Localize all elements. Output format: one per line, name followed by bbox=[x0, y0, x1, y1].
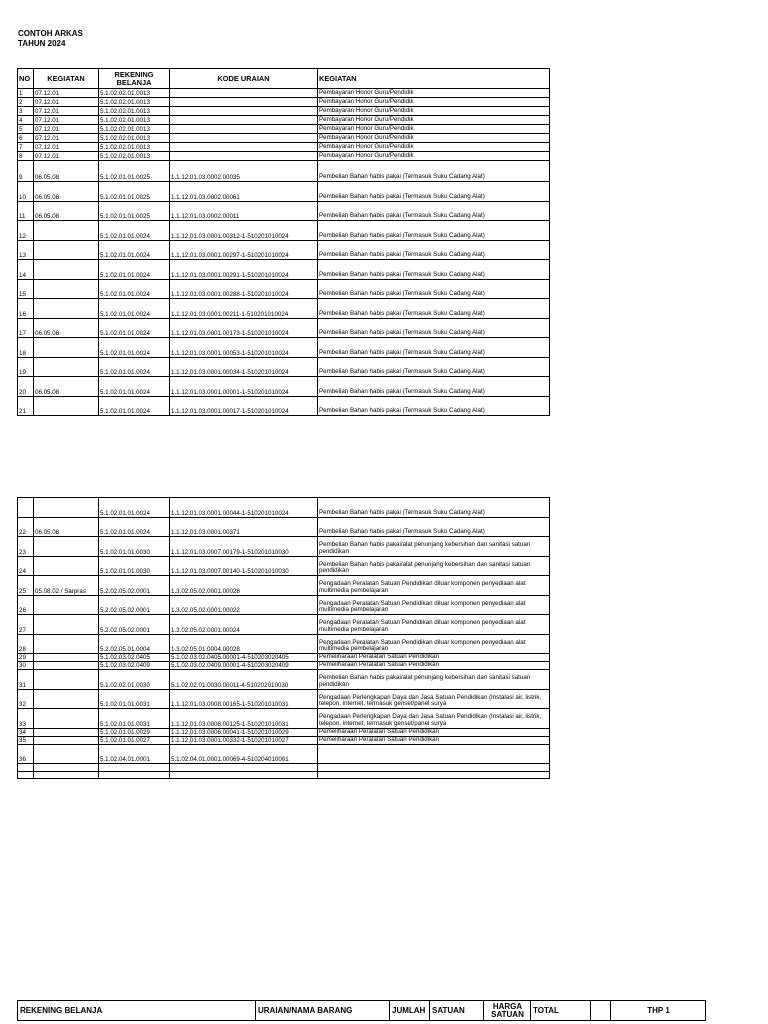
col-header-blank bbox=[591, 1001, 611, 1021]
cell-rekening: 5.1.02.02.01.0013 bbox=[99, 98, 170, 107]
cell-kode bbox=[170, 134, 318, 143]
cell-kegiatan bbox=[34, 299, 99, 319]
cell-no: 7 bbox=[18, 143, 34, 152]
cell-kegiatan bbox=[34, 357, 99, 377]
cell-kegiatan: 06.05.08 bbox=[34, 318, 99, 338]
cell-kegiatan: 05.08.02 / Sarpras bbox=[34, 576, 99, 596]
table-row bbox=[18, 89, 550, 98]
cell-kegiatan-desc: Pembelian Bahan habis pakai (Termasuk Suku Cadang Alat) bbox=[318, 357, 550, 377]
table-row bbox=[18, 744, 550, 764]
cell-kode: 1.1.12.01.03.0001.00001-1-510201010024 bbox=[170, 377, 318, 397]
cell-rekening: 5.1.02.01.01.0025 bbox=[99, 201, 170, 221]
cell-no: 2 bbox=[18, 98, 34, 107]
cell-kode: 1.1.12.01.03.0008.00165-1-510201010031 bbox=[170, 689, 318, 709]
cell-no: 8 bbox=[18, 152, 34, 161]
table-row bbox=[18, 662, 550, 670]
activity-table-2 bbox=[17, 497, 550, 779]
table-row bbox=[18, 221, 550, 241]
cell-kegiatan-desc: Pemeliharaan Peralatan Satuan Pendidikan bbox=[318, 728, 550, 736]
cell-kegiatan-desc: Pembelian Bahan habis pakai (Termasuk Suku Cadang Alat) bbox=[318, 182, 550, 202]
cell-kegiatan bbox=[34, 615, 99, 635]
col-header-rekening: REKENING BELANJA bbox=[99, 69, 170, 89]
cell-no: 36 bbox=[18, 744, 34, 764]
cell-kode: 5.1.02.02.01.0030.00011-4-510202010030 bbox=[170, 670, 318, 690]
col-header-kode: KODE URAIAN bbox=[170, 69, 318, 89]
cell-kegiatan bbox=[34, 556, 99, 576]
cell-kegiatan bbox=[34, 744, 99, 764]
cell-kode: 5.1.02.03.02.0405.00001-4-510203020405 bbox=[170, 654, 318, 662]
cell-rekening: 5.1.02.01.01.0024 bbox=[99, 318, 170, 338]
cell-kegiatan-desc: Pembayaran Honor Guru/Pendidik bbox=[318, 152, 550, 161]
table-row bbox=[18, 689, 550, 709]
cell-no bbox=[18, 764, 34, 772]
cell-kegiatan bbox=[34, 764, 99, 772]
cell-kode: 5.1.02.04.01.0001.00069-4-510204010001 bbox=[170, 744, 318, 764]
cell-kegiatan bbox=[34, 595, 99, 615]
cell-no: 18 bbox=[18, 338, 34, 358]
col-header-satuan: SATUAN bbox=[430, 1001, 484, 1021]
table-row bbox=[18, 134, 550, 143]
cell-rekening: 5.1.02.01.01.0024 bbox=[99, 279, 170, 299]
cell-rekening: 5.1.02.04.01.0001 bbox=[99, 744, 170, 764]
cell-kegiatan bbox=[34, 771, 99, 779]
cell-kegiatan bbox=[34, 537, 99, 557]
cell-kegiatan bbox=[34, 240, 99, 260]
cell-rekening: 5.1.02.02.01.0013 bbox=[99, 125, 170, 134]
cell-kegiatan bbox=[34, 396, 99, 416]
cell-no: 16 bbox=[18, 299, 34, 319]
table-row bbox=[18, 537, 550, 557]
col-header-thp1: THP 1 bbox=[611, 1001, 706, 1021]
cell-kegiatan-desc: Pembelian Bahan habis pakai (Termasuk Suku Cadang Alat) bbox=[318, 299, 550, 319]
cell-kode: 1.1.12.01.03.0007.00179-1-510201010030 bbox=[170, 537, 318, 557]
cell-rekening: 5.1.02.01.01.0030 bbox=[99, 537, 170, 557]
cell-kegiatan-desc: Pembelian Bahan habis pakai (Termasuk Suku Cadang Alat) bbox=[318, 240, 550, 260]
table-row bbox=[18, 107, 550, 116]
cell-kode bbox=[170, 98, 318, 107]
cell-kegiatan bbox=[34, 498, 99, 518]
cell-kode bbox=[170, 125, 318, 134]
cell-rekening: 5.1.02.01.01.0024 bbox=[99, 299, 170, 319]
cell-rekening: 5.1.02.02.01.0013 bbox=[99, 134, 170, 143]
table-row bbox=[18, 670, 550, 690]
cell-kode: 1.1.12.01.03.0008.00125-1-510201010031 bbox=[170, 709, 318, 729]
table-row bbox=[18, 709, 550, 729]
cell-kegiatan: 06.05.08 bbox=[34, 517, 99, 537]
cell-no: 10 bbox=[18, 182, 34, 202]
cell-kode bbox=[170, 143, 318, 152]
cell-kegiatan: 06.05.08 bbox=[34, 377, 99, 397]
table-row bbox=[18, 338, 550, 358]
cell-kegiatan-desc: Pembelian Bahan habis pakai (Termasuk Suku Cadang Alat) bbox=[318, 517, 550, 537]
cell-kegiatan-desc: Pembayaran Honor Guru/Pendidik bbox=[318, 98, 550, 107]
cell-rekening: 5.1.02.01.01.0024 bbox=[99, 357, 170, 377]
cell-no: 15 bbox=[18, 279, 34, 299]
cell-no: 33 bbox=[18, 709, 34, 729]
activity-table-1 bbox=[17, 68, 550, 416]
cell-kode bbox=[170, 152, 318, 161]
table-row bbox=[18, 279, 550, 299]
cell-rekening: 5.1.02.01.01.0024 bbox=[99, 338, 170, 358]
cell-kegiatan bbox=[34, 728, 99, 736]
title-line-2: TAHUN 2024 bbox=[18, 39, 66, 48]
cell-kode: 1.1.12.01.03.0001.00173-1-510201010024 bbox=[170, 318, 318, 338]
cell-kode: 1.1.12.01.03.0002.00061 bbox=[170, 182, 318, 202]
cell-kegiatan bbox=[34, 221, 99, 241]
cell-rekening: 5.1.02.01.01.0025 bbox=[99, 161, 170, 182]
cell-kode: 1.1.12.01.03.0001.00034-1-510201010024 bbox=[170, 357, 318, 377]
cell-kegiatan bbox=[34, 279, 99, 299]
cell-kode: 1.1.12.01.03.0006.00041-1-510201010029 bbox=[170, 728, 318, 736]
budget-detail-table bbox=[17, 1000, 706, 1021]
cell-kegiatan-desc: Pembelian Bahan habis pakai (Termasuk Suku Cadang Alat) bbox=[318, 161, 550, 182]
cell-rekening: 5.1.02.01.01.0024 bbox=[99, 377, 170, 397]
cell-rekening: 5.1.02.01.01.0030 bbox=[99, 556, 170, 576]
cell-rekening: 5.1.02.02.01.0013 bbox=[99, 116, 170, 125]
cell-kegiatan-desc: Pengadaan Peralatan Satuan Pendidikan diluar komponen penyediaan alat multimedia pembelajaran bbox=[318, 634, 550, 654]
table-row bbox=[18, 318, 550, 338]
cell-no bbox=[18, 498, 34, 518]
cell-no bbox=[18, 771, 34, 779]
cell-no: 9 bbox=[18, 161, 34, 182]
cell-kegiatan-desc: Pemeliharaan Peralatan Satuan Pendidikan bbox=[318, 654, 550, 662]
cell-no: 20 bbox=[18, 377, 34, 397]
cell-kegiatan: 07.12.01 bbox=[34, 107, 99, 116]
cell-no: 31 bbox=[18, 670, 34, 690]
cell-kegiatan: 07.12.01 bbox=[34, 89, 99, 98]
cell-kode: 1.1.12.01.03.0001.00371 bbox=[170, 517, 318, 537]
cell-kegiatan-desc: Pembelian Bahan habis pakai (Termasuk Suku Cadang Alat) bbox=[318, 279, 550, 299]
cell-kegiatan-desc bbox=[318, 764, 550, 772]
cell-kegiatan-desc: Pemeliharaan Peralatan Satuan Pendidikan bbox=[318, 662, 550, 670]
cell-kegiatan-desc: Pengadaan Peralatan Satuan Pendidikan diluar komponen penyediaan alat multimedia pembelajaran bbox=[318, 615, 550, 635]
cell-kegiatan-desc: Pembelian Bahan habis pakai (Termasuk Suku Cadang Alat) bbox=[318, 377, 550, 397]
cell-kegiatan-desc: Pengadaan Peralatan Satuan Pendidikan diluar komponen penyediaan alat multimedia pembelajaran bbox=[318, 595, 550, 615]
cell-no: 1 bbox=[18, 89, 34, 98]
table-row bbox=[18, 498, 550, 518]
col-header-uraian: URAIAN/NAMA BARANG bbox=[256, 1001, 390, 1021]
cell-rekening: 5.1.02.01.01.0024 bbox=[99, 396, 170, 416]
cell-no: 17 bbox=[18, 318, 34, 338]
cell-kode: 1.1.12.01.03.0001.00044-1-510201010024 bbox=[170, 498, 318, 518]
cell-no: 14 bbox=[18, 260, 34, 280]
table-row bbox=[18, 240, 550, 260]
col-header-rekening-belanja: REKENING BELANJA bbox=[18, 1001, 256, 1021]
cell-kode: 1.1.12.01.03.0002.00035 bbox=[170, 161, 318, 182]
cell-kegiatan bbox=[34, 338, 99, 358]
table-header-row bbox=[18, 1001, 706, 1021]
cell-rekening: 5.1.02.01.01.0024 bbox=[99, 260, 170, 280]
cell-rekening: 5.2.02.05.02.0001 bbox=[99, 576, 170, 596]
cell-no: 25 bbox=[18, 576, 34, 596]
cell-rekening: 5.1.02.01.01.0025 bbox=[99, 182, 170, 202]
cell-kegiatan-desc: Pembelian Bahan habis pakai (Termasuk Suku Cadang Alat) bbox=[318, 221, 550, 241]
cell-kode bbox=[170, 116, 318, 125]
table-row bbox=[18, 98, 550, 107]
col-header-no: NO bbox=[18, 69, 34, 89]
table-row bbox=[18, 576, 550, 596]
cell-kegiatan-desc: Pembelian Bahan habis pakai/alat penunjang kebersihan dan sanitasi satuan pendidikan bbox=[318, 556, 550, 576]
cell-kegiatan-desc bbox=[318, 744, 550, 764]
table-header-row bbox=[18, 69, 550, 89]
cell-rekening: 5.1.02.01.01.0031 bbox=[99, 709, 170, 729]
cell-kegiatan bbox=[34, 260, 99, 280]
cell-no: 13 bbox=[18, 240, 34, 260]
table-row bbox=[18, 377, 550, 397]
cell-no: 4 bbox=[18, 116, 34, 125]
cell-kegiatan bbox=[34, 670, 99, 690]
cell-no: 24 bbox=[18, 556, 34, 576]
cell-kegiatan-desc: Pembayaran Honor Guru/Pendidik bbox=[318, 134, 550, 143]
cell-no: 5 bbox=[18, 125, 34, 134]
cell-kegiatan bbox=[34, 634, 99, 654]
cell-kode: 1.1.12.01.03.0001.00297-1-510201010024 bbox=[170, 240, 318, 260]
table-row bbox=[18, 143, 550, 152]
cell-rekening: 5.1.02.01.01.0027 bbox=[99, 736, 170, 744]
cell-no: 27 bbox=[18, 615, 34, 635]
cell-kode: 1.1.12.01.03.0007.00140-1-510201010030 bbox=[170, 556, 318, 576]
cell-kegiatan-desc: Pemeliharaan Peralatan Satuan Pendidikan bbox=[318, 736, 550, 744]
cell-kegiatan-desc: Pembelian Bahan habis pakai (Termasuk Suku Cadang Alat) bbox=[318, 260, 550, 280]
cell-kegiatan: 06.05.08 bbox=[34, 201, 99, 221]
cell-rekening: 5.1.02.01.01.0031 bbox=[99, 689, 170, 709]
table-row bbox=[18, 517, 550, 537]
cell-kode: 1.3.02.05.02.0001.00028 bbox=[170, 576, 318, 596]
cell-kode: 1.1.12.01.03.0002.00011 bbox=[170, 201, 318, 221]
cell-rekening: 5.2.02.05.02.0001 bbox=[99, 595, 170, 615]
cell-rekening: 5.1.02.02.01.0013 bbox=[99, 89, 170, 98]
cell-kegiatan: 06.05.08 bbox=[34, 182, 99, 202]
cell-kode: 1.3.02.05.02.0001.00022 bbox=[170, 595, 318, 615]
cell-kegiatan-desc: Pembelian Bahan habis pakai/alat penunjang kebersihan dan sanitasi satuan pendidikan bbox=[318, 670, 550, 690]
cell-kegiatan-desc: Pembayaran Honor Guru/Pendidik bbox=[318, 107, 550, 116]
table-row bbox=[18, 396, 550, 416]
cell-kode: 1.1.12.01.03.0001.00017-1-510201010024 bbox=[170, 396, 318, 416]
cell-kegiatan: 07.12.01 bbox=[34, 152, 99, 161]
table-row bbox=[18, 357, 550, 377]
cell-kegiatan-desc: Pembayaran Honor Guru/Pendidik bbox=[318, 125, 550, 134]
cell-kegiatan-desc: Pengadaan Perlengkapan Daya dan Jasa Satuan Pendidikan (Instalasi air, listrik, telepon, internet, termasuk genset/panel surya bbox=[318, 709, 550, 729]
col-header-jumlah: JUMLAH bbox=[390, 1001, 430, 1021]
cell-kegiatan-desc: Pembayaran Honor Guru/Pendidik bbox=[318, 89, 550, 98]
table-row bbox=[18, 654, 550, 662]
cell-kegiatan-desc: Pembayaran Honor Guru/Pendidik bbox=[318, 143, 550, 152]
cell-no: 3 bbox=[18, 107, 34, 116]
cell-rekening: 5.1.02.01.01.0024 bbox=[99, 517, 170, 537]
table-row bbox=[18, 299, 550, 319]
cell-rekening bbox=[99, 764, 170, 772]
cell-rekening: 5.1.02.01.01.0029 bbox=[99, 728, 170, 736]
cell-kegiatan-desc: Pembelian Bahan habis pakai (Termasuk Suku Cadang Alat) bbox=[318, 318, 550, 338]
cell-kode: 1.3.02.05.02.0001.00024 bbox=[170, 615, 318, 635]
cell-kegiatan: 07.12.01 bbox=[34, 143, 99, 152]
cell-no: 34 bbox=[18, 728, 34, 736]
col-header-total: TOTAL bbox=[531, 1001, 591, 1021]
col-header-kegiatan-desc: KEGIATAN bbox=[318, 69, 550, 89]
cell-no: 35 bbox=[18, 736, 34, 744]
cell-rekening: 5.1.02.01.01.0024 bbox=[99, 240, 170, 260]
cell-no: 22 bbox=[18, 517, 34, 537]
cell-kegiatan bbox=[34, 654, 99, 662]
table-row bbox=[18, 125, 550, 134]
cell-no: 26 bbox=[18, 595, 34, 615]
cell-no: 32 bbox=[18, 689, 34, 709]
cell-kode: 5.1.02.03.02.0409.00001-4-510203020409 bbox=[170, 662, 318, 670]
cell-no: 6 bbox=[18, 134, 34, 143]
cell-rekening: 5.2.02.05.02.0001 bbox=[99, 615, 170, 635]
cell-rekening: 5.1.02.01.01.0024 bbox=[99, 221, 170, 241]
table-row bbox=[18, 595, 550, 615]
table-row bbox=[18, 764, 550, 772]
document-title bbox=[18, 29, 83, 49]
cell-kegiatan: 07.12.01 bbox=[34, 116, 99, 125]
table-row bbox=[18, 634, 550, 654]
cell-no: 30 bbox=[18, 662, 34, 670]
cell-rekening: 5.1.02.02.01.0013 bbox=[99, 143, 170, 152]
cell-kegiatan-desc: Pembayaran Honor Guru/Pendidik bbox=[318, 116, 550, 125]
table-row bbox=[18, 260, 550, 280]
cell-no: 19 bbox=[18, 357, 34, 377]
cell-kode: 1.1.12.01.03.0001.00291-1-510201010024 bbox=[170, 260, 318, 280]
table-row bbox=[18, 201, 550, 221]
col-header-harga-satuan: HARGA SATUAN bbox=[484, 1001, 531, 1021]
cell-kegiatan-desc: Pengadaan Peralatan Satuan Pendidikan diluar komponen penyediaan alat multimedia pembelajaran bbox=[318, 576, 550, 596]
table-row bbox=[18, 116, 550, 125]
table-row bbox=[18, 771, 550, 779]
cell-kegiatan-desc: Pengadaan Perlengkapan Daya dan Jasa Satuan Pendidikan (Instalasi air, listrik, telepon, internet, termasuk genset/panel surya bbox=[318, 689, 550, 709]
cell-rekening: 5.1.02.02.01.0013 bbox=[99, 107, 170, 116]
cell-kegiatan-desc: Pembelian Bahan habis pakai (Termasuk Suku Cadang Alat) bbox=[318, 498, 550, 518]
cell-rekening: 5.1.02.03.02.0409 bbox=[99, 662, 170, 670]
cell-no: 29 bbox=[18, 654, 34, 662]
table-row bbox=[18, 736, 550, 744]
cell-rekening bbox=[99, 771, 170, 779]
cell-kode: 1.1.12.01.03.0001.00211-1-510201010024 bbox=[170, 299, 318, 319]
cell-kegiatan bbox=[34, 736, 99, 744]
cell-kegiatan bbox=[34, 662, 99, 670]
cell-no: 28 bbox=[18, 634, 34, 654]
cell-no: 23 bbox=[18, 537, 34, 557]
table-row bbox=[18, 161, 550, 182]
title-line-1: CONTOH ARKAS bbox=[18, 29, 83, 38]
table-row bbox=[18, 615, 550, 635]
cell-kode bbox=[170, 771, 318, 779]
cell-kegiatan-desc: Pembelian Bahan habis pakai (Termasuk Suku Cadang Alat) bbox=[318, 338, 550, 358]
cell-kegiatan bbox=[34, 709, 99, 729]
table-row bbox=[18, 556, 550, 576]
cell-kegiatan: 07.12.01 bbox=[34, 134, 99, 143]
cell-kode: 1.1.12.01.03.0001.00332-1-510201010027 bbox=[170, 736, 318, 744]
cell-no: 12 bbox=[18, 221, 34, 241]
cell-rekening: 5.2.02.05.01.0004 bbox=[99, 634, 170, 654]
cell-kode bbox=[170, 89, 318, 98]
cell-kegiatan-desc bbox=[318, 771, 550, 779]
cell-no: 21 bbox=[18, 396, 34, 416]
cell-kegiatan: 07.12.01 bbox=[34, 125, 99, 134]
cell-rekening: 5.1.02.02.01.0030 bbox=[99, 670, 170, 690]
cell-kode bbox=[170, 107, 318, 116]
cell-kegiatan: 07.12.01 bbox=[34, 98, 99, 107]
cell-kode: 1.3.02.05.01.0004.00028 bbox=[170, 634, 318, 654]
cell-rekening: 5.1.02.01.01.0024 bbox=[99, 498, 170, 518]
col-header-kegiatan: KEGIATAN bbox=[34, 69, 99, 89]
cell-kegiatan-desc: Pembelian Bahan habis pakai (Termasuk Suku Cadang Alat) bbox=[318, 396, 550, 416]
cell-kode bbox=[170, 764, 318, 772]
cell-kode: 1.1.12.01.03.0001.00312-1-510201010024 bbox=[170, 221, 318, 241]
table-row bbox=[18, 152, 550, 161]
cell-kegiatan bbox=[34, 689, 99, 709]
cell-kegiatan: 06.05.08 bbox=[34, 161, 99, 182]
cell-no: 11 bbox=[18, 201, 34, 221]
cell-rekening: 5.1.02.03.02.0405 bbox=[99, 654, 170, 662]
table-row bbox=[18, 182, 550, 202]
cell-rekening: 5.1.02.02.01.0013 bbox=[99, 152, 170, 161]
cell-kode: 1.1.12.01.03.0001.00053-1-510201010024 bbox=[170, 338, 318, 358]
cell-kegiatan-desc: Pembelian Bahan habis pakai/alat penunjang kebersihan dan sanitasi satuan pendidikan bbox=[318, 537, 550, 557]
table-row bbox=[18, 728, 550, 736]
cell-kegiatan-desc: Pembelian Bahan habis pakai (Termasuk Suku Cadang Alat) bbox=[318, 201, 550, 221]
cell-kode: 1.1.12.01.03.0001.00288-1-510201010024 bbox=[170, 279, 318, 299]
